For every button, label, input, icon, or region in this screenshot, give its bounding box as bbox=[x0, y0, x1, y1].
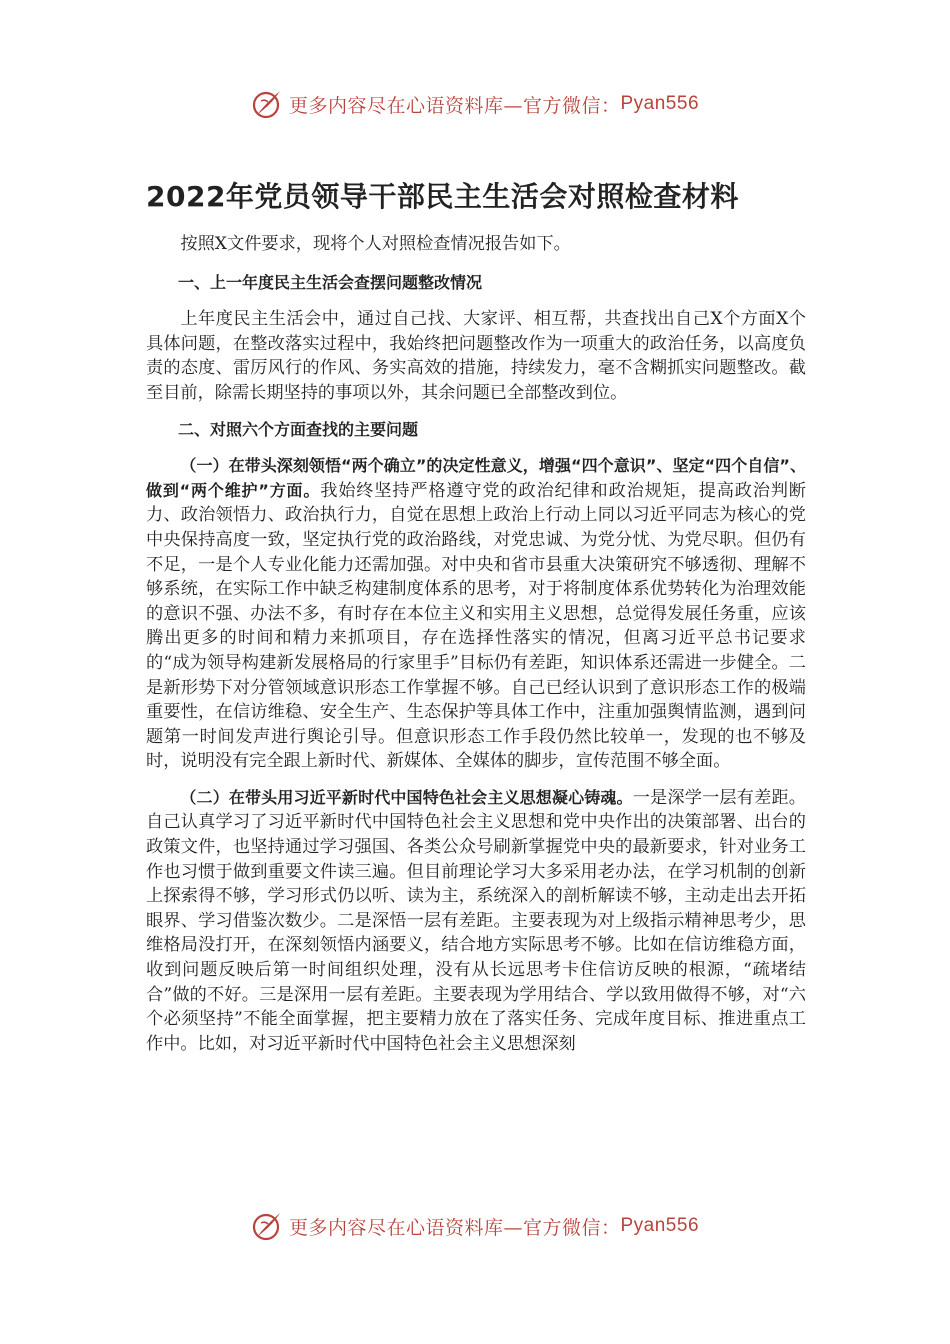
quill-logo-icon bbox=[251, 88, 283, 120]
section-2-item-1 bbox=[146, 454, 806, 774]
document-body bbox=[146, 232, 806, 1068]
item-1-lead: （一）在带头深刻领悟“两个确立”的决定性意义，增强“四个意识”、坚定“四个自信”、做到“两个维护”方面。 bbox=[146, 456, 806, 500]
watermark-id: Pyan556 bbox=[620, 1215, 700, 1236]
section-2-heading: 二、对照六个方面查找的主要问题 bbox=[178, 419, 419, 439]
quill-logo-icon bbox=[251, 1210, 283, 1242]
watermark-id: Pyan556 bbox=[620, 93, 700, 114]
section-2-item-2 bbox=[146, 786, 806, 1057]
section-1-paragraph: 上年度民主生活会中，通过自己找、大家评、相互帮，共查找出自己X个方面X个具体问题，在整改落实过程中，我始终把问题整改作为一项重大的政治任务，以高度负责的态度、雷厉风行的作风、务实高效的措施，持续发力，毫不含糊抓实问题整改。截至目前，除需长期坚持的事项以外，其余问题已全部整改到位。 bbox=[146, 309, 806, 403]
intro-paragraph: 按照X文件要求，现将个人对照检查情况报告如下。 bbox=[180, 234, 571, 254]
section-1-heading: 一、上一年度民主生活会查摆问题整改情况 bbox=[178, 272, 483, 292]
watermark-text: 更多内容尽在心语资料库—官方微信： bbox=[288, 1216, 621, 1239]
watermark-banner-bottom bbox=[0, 1210, 950, 1242]
watermark-banner-top bbox=[0, 88, 950, 120]
item-2-body: 一是深学一层有差距。自己认真学习了习近平新时代中国特色社会主义思想和党中央作出的决策部署、出台的政策文件，也坚持通过学习强国、各类公众号刷新掌握党中央的最新要求，针对业务工作也习惯于做到重要文件读三遍。但目前理论学习大多采用老办法，在学习机制的创新上探索得不够，学习形式仍以听、读为主，系统深入的剖析解读不够，主动走出去开拓眼界、学习借鉴次数少。二是深悟一层有差距。主要表现为对上级指示精神思考少，思维格局没打开，在深刻领悟内涵要义，结合地方实际思考不够。比如在信访维稳方面，收到问题反映后第一时间组织处理，没有从长远思考卡住信访反映的根源，“疏堵结合”做的不好。三是深用一层有差距。主要表现为学用结合、学以致用做得不够，对“六个必须坚持”不能全面掌握，把主要精力放在了落实任务、完成年度目标、推进重点工作中。比如，对习近平新时代中国特色社会主义思想深刻 bbox=[146, 787, 806, 1054]
document-title: 2022年党员领导干部民主生活会对照检查材料 bbox=[146, 180, 739, 213]
item-2-lead: （二）在带头用习近平新时代中国特色社会主义思想凝心铸魂。 bbox=[180, 787, 633, 807]
watermark-text: 更多内容尽在心语资料库—官方微信： bbox=[288, 94, 621, 117]
item-1-body: 我始终坚持严格遵守党的政治纪律和政治规矩，提高政治判断力、政治领悟力、政治执行力，自觉在思想上政治上行动上同以习近平同志为核心的党中央保持高度一致，坚定执行党的政治路线，对党忠诚、为党分忧、为党尽职。但仍有不足，一是个人专业化能力还需加强。对中央和省市县重大决策研究不够透彻、理解不够系统，在实际工作中缺乏构建制度体系的思考，对于将制度体系优势转化为治理效能的意识不强、办法不多，有时存在本位主义和实用主义思想，总觉得发展任务重，应该腾出更多的时间和精力来抓项目，存在选择性落实的情况，但离习近平总书记要求的“成为领导构建新发展格局的行家里手”目标仍有差距，知识体系还需进一步健全。二是新形势下对分管领域意识形态工作掌握不够。自己已经认识到了意识形态工作的极端重要性，在信访维稳、安全生产、生态保护等具体工作中，注重加强舆情监测，遇到问题第一时间发声进行舆论引导。但意识形态工作手段仍然比较单一，发现的也不够及时，说明没有完全跟上新时代、新媒体、全媒体的脚步，宣传范围不够全面。 bbox=[146, 480, 806, 772]
